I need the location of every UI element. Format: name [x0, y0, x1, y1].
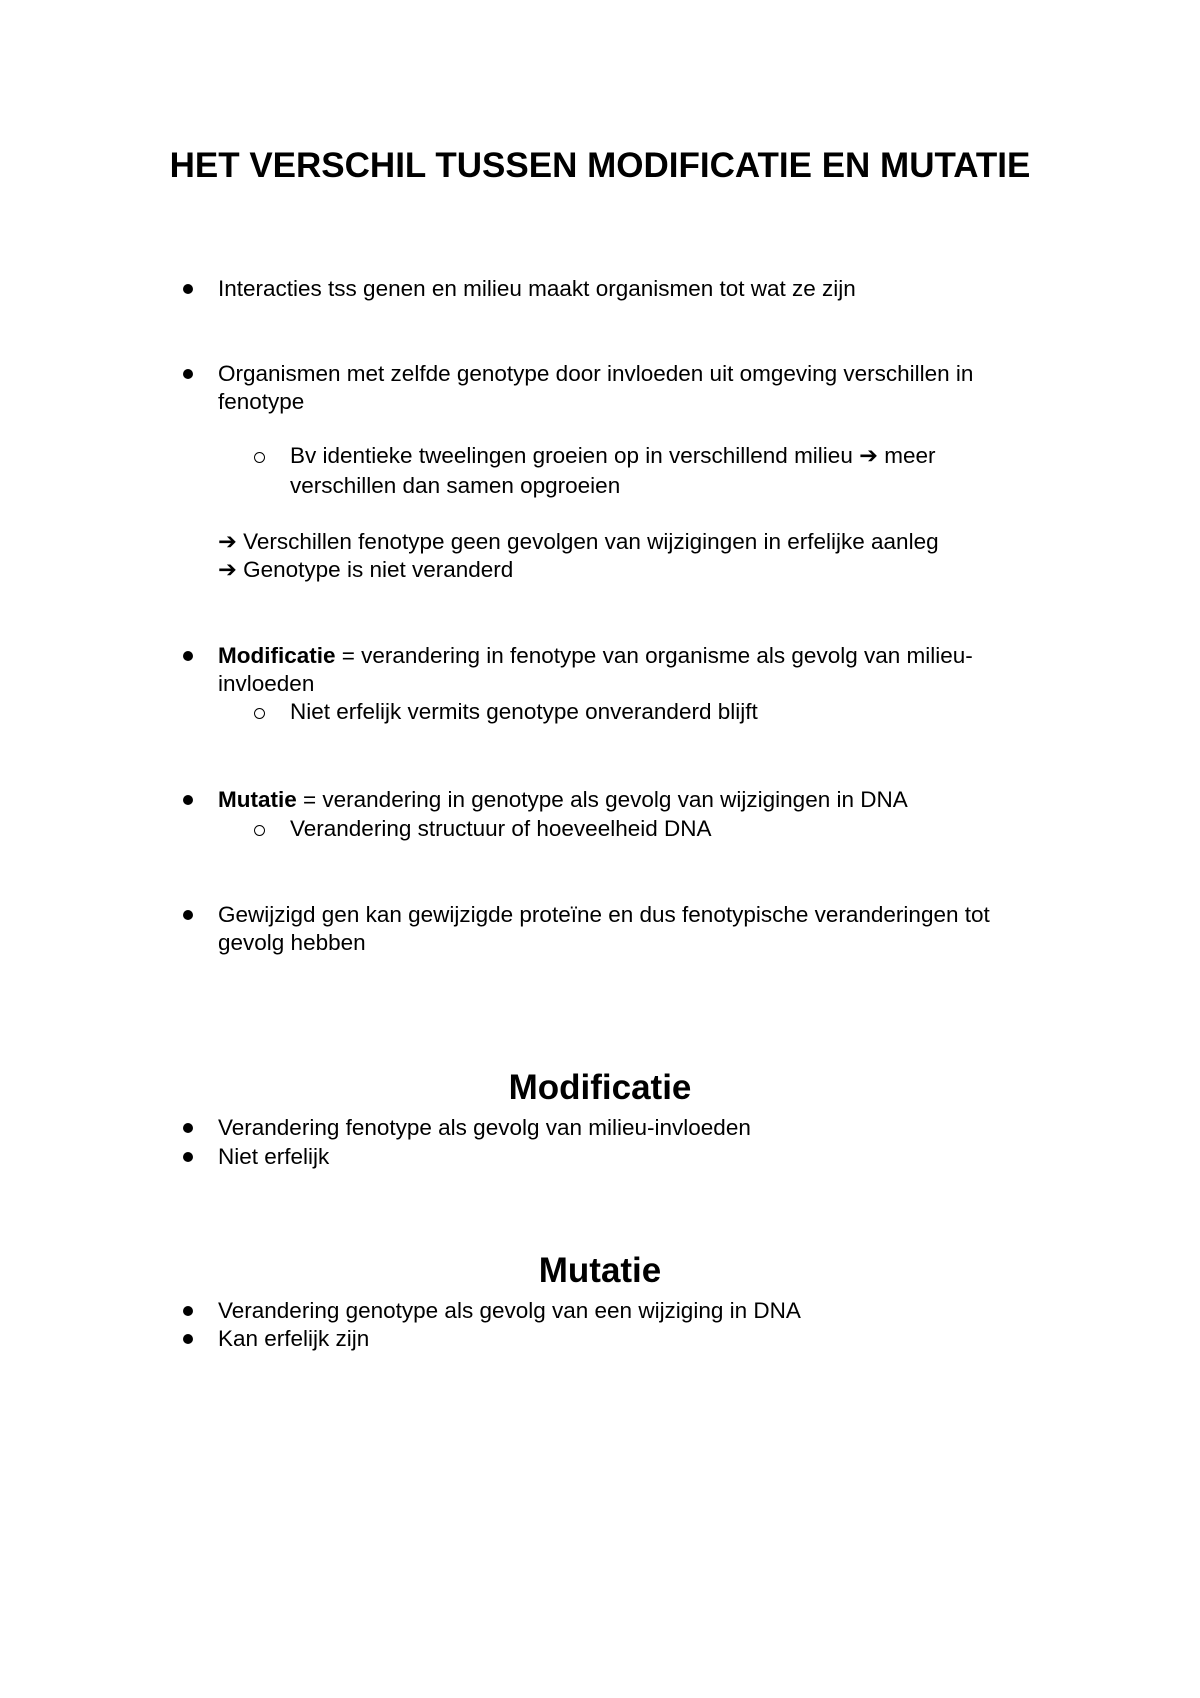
sub-bullet-icon	[254, 452, 265, 463]
bullet-icon	[183, 910, 193, 920]
point-interacties: Interacties tss genen en milieu maakt organismen tot wat ze zijn	[218, 276, 856, 301]
right-arrow-icon: ➔	[859, 443, 878, 468]
bullet-icon	[183, 369, 193, 379]
arrow-line-genotype-text: Genotype is niet veranderd	[243, 557, 514, 582]
mutatie-item: Verandering genotype als gevolg van een wijziging in DNA	[218, 1298, 801, 1323]
point-gewijzigd-gen-line2: gevolg hebben	[218, 930, 366, 955]
sub-bullet-icon	[254, 708, 265, 719]
arrow-line-genotype	[218, 556, 513, 584]
modificatie-item: Niet erfelijk	[218, 1144, 330, 1169]
sub-point-tweelingen-text-b: meer	[884, 443, 936, 468]
definition-mutatie: = verandering in genotype als gevolg van wijzigingen in DNA	[296, 787, 908, 812]
point-mutatie-line1	[218, 786, 908, 814]
point-organismen-line2: fenotype	[218, 389, 305, 414]
bullet-icon	[183, 1123, 193, 1133]
point-organismen-line1: Organismen met zelfde genotype door invloeden uit omgeving verschillen in	[218, 361, 974, 386]
bullet-icon	[183, 795, 193, 805]
sub-bullet-icon	[254, 825, 265, 836]
point-modificatie-line1	[218, 642, 973, 670]
bullet-icon	[183, 1334, 193, 1344]
sub-point-niet-erfelijk: Niet erfelijk vermits genotype onveranderd blijft	[290, 699, 758, 724]
point-modificatie-line2: invloeden	[218, 671, 315, 696]
arrow-line-fenotype-text: Verschillen fenotype geen gevolgen van wijzigingen in erfelijke aanleg	[243, 529, 939, 554]
modificatie-item: Verandering fenotype als gevolg van milieu-invloeden	[218, 1115, 751, 1140]
term-mutatie: Mutatie	[218, 787, 297, 812]
right-arrow-icon: ➔	[218, 529, 237, 554]
mutatie-item: Kan erfelijk zijn	[218, 1326, 370, 1351]
sub-point-tweelingen-text: Bv identieke tweelingen groeien op in verschillend milieu	[290, 443, 853, 468]
sub-point-tweelingen-line1	[290, 441, 936, 471]
bullet-icon	[183, 1306, 193, 1316]
sub-point-tweelingen-line2: verschillen dan samen opgroeien	[290, 473, 621, 498]
bullet-icon	[183, 1152, 193, 1162]
point-gewijzigd-gen-line1: Gewijzigd gen kan gewijzigde proteïne en dus fenotypische veranderingen tot	[218, 902, 990, 927]
heading-mutatie: Mutatie	[538, 1251, 662, 1290]
bullet-icon	[183, 651, 193, 661]
heading-modificatie: Modificatie	[508, 1068, 692, 1107]
sub-point-structuur: Verandering structuur of hoeveelheid DNA	[290, 816, 712, 841]
page-title: HET VERSCHIL TUSSEN MODIFICATIE EN MUTATIE	[169, 146, 1031, 185]
right-arrow-icon: ➔	[218, 557, 237, 582]
arrow-line-fenotype	[218, 528, 939, 556]
definition-modificatie: = verandering in fenotype van organisme als gevolg van milieu-	[335, 643, 973, 668]
term-modificatie: Modificatie	[218, 643, 336, 668]
bullet-icon	[183, 284, 193, 294]
